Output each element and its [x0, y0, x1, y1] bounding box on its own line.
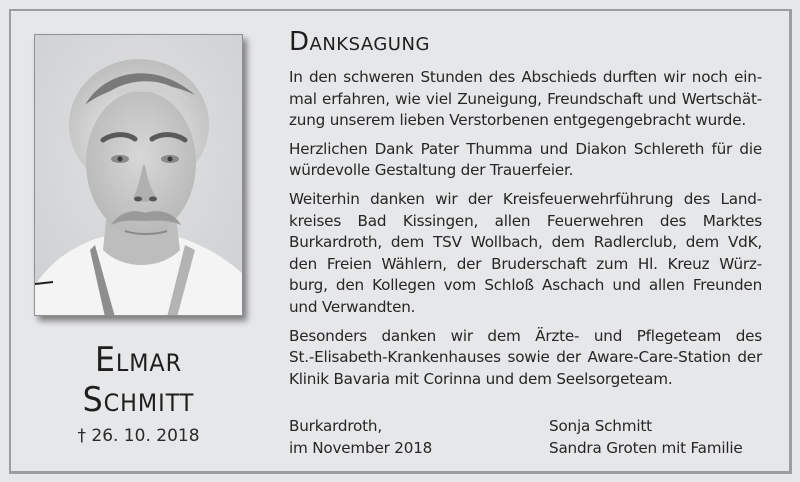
notice-title: Danksagung — [289, 27, 430, 57]
signoff-place-date — [289, 415, 432, 459]
text-line: kreises Bad Kissingen, allen Feuerwehren des Marktes — [289, 211, 762, 230]
signoff-date: im November 2018 — [289, 439, 433, 457]
text-line: burg, den Kollegen vom Schloß Aschach und allen Freunden — [289, 276, 762, 295]
paragraph-2 — [289, 139, 762, 182]
text-line: St.-Elisabeth-Krankenhauses sowie der Aware-Care-Station der — [289, 348, 762, 367]
death-date: † 26. 10. 2018 — [77, 426, 200, 446]
text-line: Besonders danken wir dem Ärzte- und Pflegeteam des — [289, 326, 762, 345]
text-line: würdevolle Gestaltung der Trauerfeier. — [289, 161, 574, 180]
text-line: Weiterhin danken wir der Kreisfeuerwehrführung des Land- — [289, 189, 762, 208]
paragraph-3 — [289, 189, 762, 319]
signatory: Sonja Schmitt — [549, 417, 652, 435]
paragraph-1 — [289, 67, 762, 132]
text-line: zung unserem lieben Verstorbenen entgegengebracht wurde. — [289, 111, 746, 130]
portrait-photo — [34, 34, 243, 316]
deceased-last-name: Schmitt — [82, 380, 195, 420]
text-line: mal erfahren, wie viel Zuneigung, Freundschaft und Wertschät- — [289, 89, 762, 108]
text-line: und Verwandten. — [289, 297, 416, 316]
text-line: Klinik Bavaria mit Corinna und dem Seelsorgeteam. — [289, 369, 673, 388]
text-line: In den schweren Stunden des Abschieds durften wir noch ein- — [289, 68, 762, 86]
notice-content — [289, 27, 762, 397]
portrait-image — [35, 35, 243, 316]
signoff-signatories — [549, 415, 743, 459]
text-line: Herzlichen Dank Pater Thumma und Diakon Schlereth für die — [289, 139, 762, 158]
deceased-name-block — [34, 340, 243, 446]
signatory: Sandra Groten mit Familie — [549, 439, 743, 457]
text-line: Burkardroth, dem TSV Wollbach, dem Radlerclub, dem VdK, — [289, 233, 762, 252]
signoff-place: Burkardroth, — [289, 417, 382, 435]
paragraph-4 — [289, 326, 762, 391]
text-line: den Freien Wählern, der Bruderschaft zum Hl. Kreuz Würz- — [289, 254, 762, 273]
deceased-first-name: Elmar — [94, 340, 183, 380]
